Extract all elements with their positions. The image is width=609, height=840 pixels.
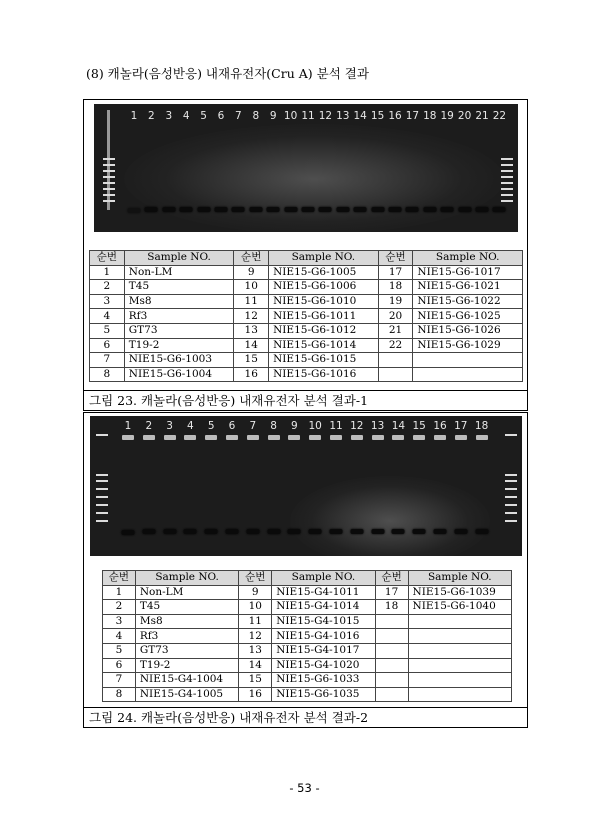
lane-number: 19 [440,110,454,122]
sample-cell: NIE15-G6-1033 [272,673,375,688]
table-row [90,338,523,353]
table-row [103,687,512,702]
table-row [90,323,523,338]
order-cell [375,658,408,673]
pcr-band [205,529,218,534]
header-sample-no: Sample NO. [408,571,511,586]
sample-cell: GT73 [135,643,238,658]
sample-cell: T45 [135,600,238,615]
header-order: 순번 [103,571,136,586]
gel-well [392,435,404,440]
ladder-band [501,200,513,202]
lane-number: 2 [145,420,153,432]
ladder-band [501,188,513,190]
pcr-band [249,207,262,212]
lane-number: 6 [217,110,225,122]
header-sample-no: Sample NO. [272,571,375,586]
pcr-band [302,207,315,212]
lane-number: 9 [269,110,277,122]
sample-cell: NIE15-G6-1017 [413,265,523,280]
sample-cell: T45 [124,280,234,295]
order-cell: 19 [378,294,413,309]
sample-cell: T19-2 [135,658,238,673]
order-cell [375,687,408,702]
order-cell: 6 [103,658,136,673]
lane-number: 10 [308,420,322,432]
order-cell [375,673,408,688]
pcr-band [267,529,280,534]
ladder-band [501,194,513,196]
ladder-band [501,164,513,166]
ladder-band [96,474,108,476]
lane-number: 14 [391,420,406,432]
sample-cell: NIE15-G6-1005 [269,265,379,280]
order-cell: 16 [239,687,272,702]
pcr-band [389,207,402,212]
header-order: 순번 [90,251,125,266]
ladder-band [103,194,115,196]
table-row [90,367,523,382]
sample-cell: NIE15-G4-1016 [272,629,375,644]
pcr-band [184,529,197,534]
order-cell: 3 [103,614,136,629]
sample-cell [413,353,523,368]
lane-number: 21 [475,110,489,122]
order-cell: 1 [90,265,125,280]
table-row [90,265,523,280]
lane-number: 5 [200,110,207,122]
pcr-band [232,207,245,212]
order-cell: 7 [90,353,125,368]
sample-cell [408,614,511,629]
sample-cell: Ms8 [124,294,234,309]
ladder-band [103,176,115,178]
pcr-band [493,207,506,212]
figure-caption-24: 그림 24. 캐놀라(음성반응) 내재유전자 분석 결과-2 [84,707,527,727]
sample-cell: NIE15-G6-1010 [269,294,379,309]
order-cell: 8 [90,367,125,382]
page-number: - 53 - [289,781,320,795]
gel-well [164,435,176,440]
lane-number: 13 [336,110,350,122]
pcr-band [180,207,193,212]
gel-well [351,435,363,440]
gel-well [309,435,321,440]
sample-cell: NIE15-G6-1014 [269,338,379,353]
sample-cell [408,658,511,673]
lane-number: 12 [350,420,364,432]
pcr-band [423,207,436,212]
lane-number: 7 [235,110,242,122]
pcr-band [336,207,349,212]
ladder-band [96,504,108,506]
ladder-band [505,512,517,514]
header-order: 순번 [239,571,272,586]
order-cell [375,643,408,658]
gel-well [247,435,259,440]
lane-number: 1 [124,420,132,432]
ladder-band [103,158,115,160]
lane-number: 17 [454,420,468,432]
order-cell: 8 [103,687,136,702]
ladder-band [501,176,513,178]
ladder-band [96,496,108,498]
order-cell: 16 [234,367,269,382]
ladder-band [103,200,115,202]
lane-number: 18 [474,420,489,432]
ladder-band [501,182,513,184]
table-row [103,643,512,658]
sample-cell: NIE15-G6-1016 [269,367,379,382]
lane-number: 8 [252,110,260,122]
ladder-band [505,496,517,498]
gel-image-1 [94,104,518,232]
order-cell: 14 [234,338,269,353]
pcr-band [197,207,210,212]
header-order: 순번 [234,251,269,266]
gel-well [330,435,342,440]
lane-number: 9 [291,420,298,432]
ladder-band [505,434,517,436]
order-cell: 10 [234,280,269,295]
lane-number: 11 [301,110,315,122]
ladder-band [505,488,517,490]
sample-cell [408,629,511,644]
sample-cell: NIE15-G6-1039 [408,585,511,600]
header-sample-no: Sample NO. [413,251,523,266]
pcr-band [441,207,454,212]
pcr-band [215,207,228,212]
order-cell: 13 [234,323,269,338]
table-row [90,353,523,368]
ladder-band [505,474,517,476]
ladder-band [96,512,108,514]
sample-cell: NIE15-G6-1015 [269,353,379,368]
table-row [103,600,512,615]
sample-cell: NIE15-G6-1003 [124,353,234,368]
table-header-row [103,571,512,586]
sample-cell: Rf3 [135,629,238,644]
sample-table-2 [102,570,512,702]
table-row [103,629,512,644]
figure-23 [83,99,528,411]
sample-cell: NIE15-G6-1029 [413,338,523,353]
gel-well [476,435,488,440]
sample-cell: NIE15-G6-1021 [413,280,523,295]
order-cell [375,614,408,629]
sample-cell: Non-LM [135,585,238,600]
header-order: 순번 [375,571,408,586]
order-cell: 15 [239,673,272,688]
order-cell: 12 [234,309,269,324]
pcr-band [454,529,467,534]
lane-number: 6 [228,420,236,432]
order-cell: 3 [90,294,125,309]
pcr-band [288,529,301,534]
ladder-band [505,480,517,482]
pcr-band [434,529,447,534]
lane-number: 16 [433,420,447,432]
order-cell: 14 [239,658,272,673]
pcr-band [458,207,471,212]
order-cell: 20 [378,309,413,324]
gel-glow [290,476,490,556]
pcr-band [476,207,489,212]
order-cell: 18 [378,280,413,295]
header-sample-no: Sample NO. [135,571,238,586]
pcr-band [267,207,280,212]
pcr-band [145,207,158,212]
sample-cell: NIE15-G6-1025 [413,309,523,324]
lane-number: 3 [165,110,173,122]
gel-well [122,435,134,440]
table-row [90,294,523,309]
sample-cell: Non-LM [124,265,234,280]
order-cell: 9 [239,585,272,600]
sample-cell: NIE15-G6-1026 [413,323,523,338]
gel-glow [124,124,504,232]
order-cell: 7 [103,673,136,688]
sample-cell: NIE15-G4-1015 [272,614,375,629]
order-cell [378,367,413,382]
sample-cell: T19-2 [124,338,234,353]
header-sample-no: Sample NO. [124,251,234,266]
sample-cell: NIE15-G4-1005 [135,687,238,702]
table-body [90,265,523,382]
lane-number: 16 [388,110,402,122]
gel-well [434,435,446,440]
pcr-band [475,529,488,534]
pcr-band [284,207,297,212]
order-cell: 4 [90,309,125,324]
sample-cell [408,673,511,688]
order-cell: 11 [239,614,272,629]
sample-cell: NIE15-G6-1004 [124,367,234,382]
order-cell: 12 [239,629,272,644]
gel-well [288,435,300,440]
lane-number: 10 [283,110,298,122]
pcr-band [406,207,419,212]
pcr-band [319,207,332,212]
lane-number: 20 [457,110,472,122]
table-row [103,658,512,673]
ladder-band [103,170,115,172]
sample-cell: NIE15-G6-1040 [408,600,511,615]
pcr-band [122,530,135,535]
order-cell: 18 [375,600,408,615]
table-row [103,614,512,629]
lane-number: 13 [370,420,385,432]
lane-number: 1 [130,110,138,122]
lane-number: 3 [166,420,173,432]
order-cell [375,629,408,644]
pcr-band [142,529,155,534]
ladder-band [96,480,108,482]
lane-number: 5 [207,420,215,432]
ladder-band [501,158,513,160]
lane-number: 17 [405,110,420,122]
pcr-band [309,529,322,534]
order-cell: 17 [378,265,413,280]
lane-number: 7 [249,420,257,432]
order-cell: 17 [375,585,408,600]
pcr-band [246,529,259,534]
header-sample-no: Sample NO. [269,251,379,266]
gel-well [205,435,217,440]
pcr-band [371,529,384,534]
gel-well [372,435,384,440]
sample-cell: Ms8 [135,614,238,629]
pcr-band [413,529,426,534]
table-row [103,673,512,688]
order-cell: 4 [103,629,136,644]
lane-number: 4 [182,110,190,122]
ladder-band [505,504,517,506]
sample-cell: NIE15-G4-1014 [272,600,375,615]
sample-cell: NIE15-G6-1011 [269,309,379,324]
sample-cell: NIE15-G6-1012 [269,323,379,338]
table-row [90,280,523,295]
sample-cell [413,367,523,382]
lane-number: 15 [412,420,426,432]
table-row [103,585,512,600]
pcr-band [354,207,367,212]
sample-cell: NIE15-G6-1035 [272,687,375,702]
sample-cell: NIE15-G4-1011 [272,585,375,600]
figure-24 [83,412,528,728]
figure-caption-23: 그림 23. 캐놀라(음성반응) 내재유전자 분석 결과-1 [84,390,527,410]
order-cell: 15 [234,353,269,368]
lane-number: 8 [270,420,277,432]
ladder-band [103,164,115,166]
order-cell: 21 [378,323,413,338]
sample-cell [408,643,511,658]
header-order: 순번 [378,251,413,266]
order-cell: 2 [103,600,136,615]
gel-well [184,435,196,440]
pcr-band [226,529,239,534]
lane-number: 15 [370,110,385,122]
table-row [90,309,523,324]
order-cell [378,353,413,368]
pcr-band [330,529,343,534]
order-cell: 9 [234,265,269,280]
heading-text: (8) 캐놀라(음성반응) 내재유전자(Cru A) 분석 결과 [86,66,369,81]
lane-number: 4 [187,420,194,432]
sample-cell [408,687,511,702]
pcr-band [163,529,176,534]
ladder-band [501,170,513,172]
gel-well [413,435,425,440]
pcr-band [128,208,141,213]
table-header-row [90,251,523,266]
ladder-band [96,520,108,522]
gel-well [268,435,280,440]
sample-cell: Rf3 [124,309,234,324]
sample-cell: NIE15-G4-1017 [272,643,375,658]
order-cell: 5 [90,323,125,338]
ladder-band [96,434,108,436]
ladder-band [103,182,115,184]
gel-well [226,435,238,440]
order-cell: 5 [103,643,136,658]
gel-image-2 [90,416,522,556]
table-body [103,585,512,702]
gel-well [455,435,467,440]
pcr-band [392,529,405,534]
lane-number: 22 [492,110,507,122]
sample-cell: NIE15-G6-1022 [413,294,523,309]
order-cell: 22 [378,338,413,353]
lane-number: 11 [329,420,343,432]
lane-number: 2 [148,110,155,122]
lane-number: 12 [318,110,333,122]
order-cell: 13 [239,643,272,658]
pcr-band [162,207,175,212]
section-heading [86,64,369,82]
lane-number: 14 [353,110,367,122]
sample-table-1 [89,250,523,382]
pcr-band [350,529,363,534]
order-cell: 10 [239,600,272,615]
ladder-band [96,488,108,490]
sample-cell: GT73 [124,323,234,338]
ladder-band [103,188,115,190]
ladder-band [505,520,517,522]
sample-cell: NIE15-G4-1020 [272,658,375,673]
sample-cell: NIE15-G6-1006 [269,280,379,295]
gel-well [143,435,155,440]
order-cell: 6 [90,338,125,353]
pcr-band [371,207,384,212]
lane-number: 18 [423,110,437,122]
order-cell: 1 [103,585,136,600]
sample-cell: NIE15-G4-1004 [135,673,238,688]
order-cell: 2 [90,280,125,295]
order-cell: 11 [234,294,269,309]
